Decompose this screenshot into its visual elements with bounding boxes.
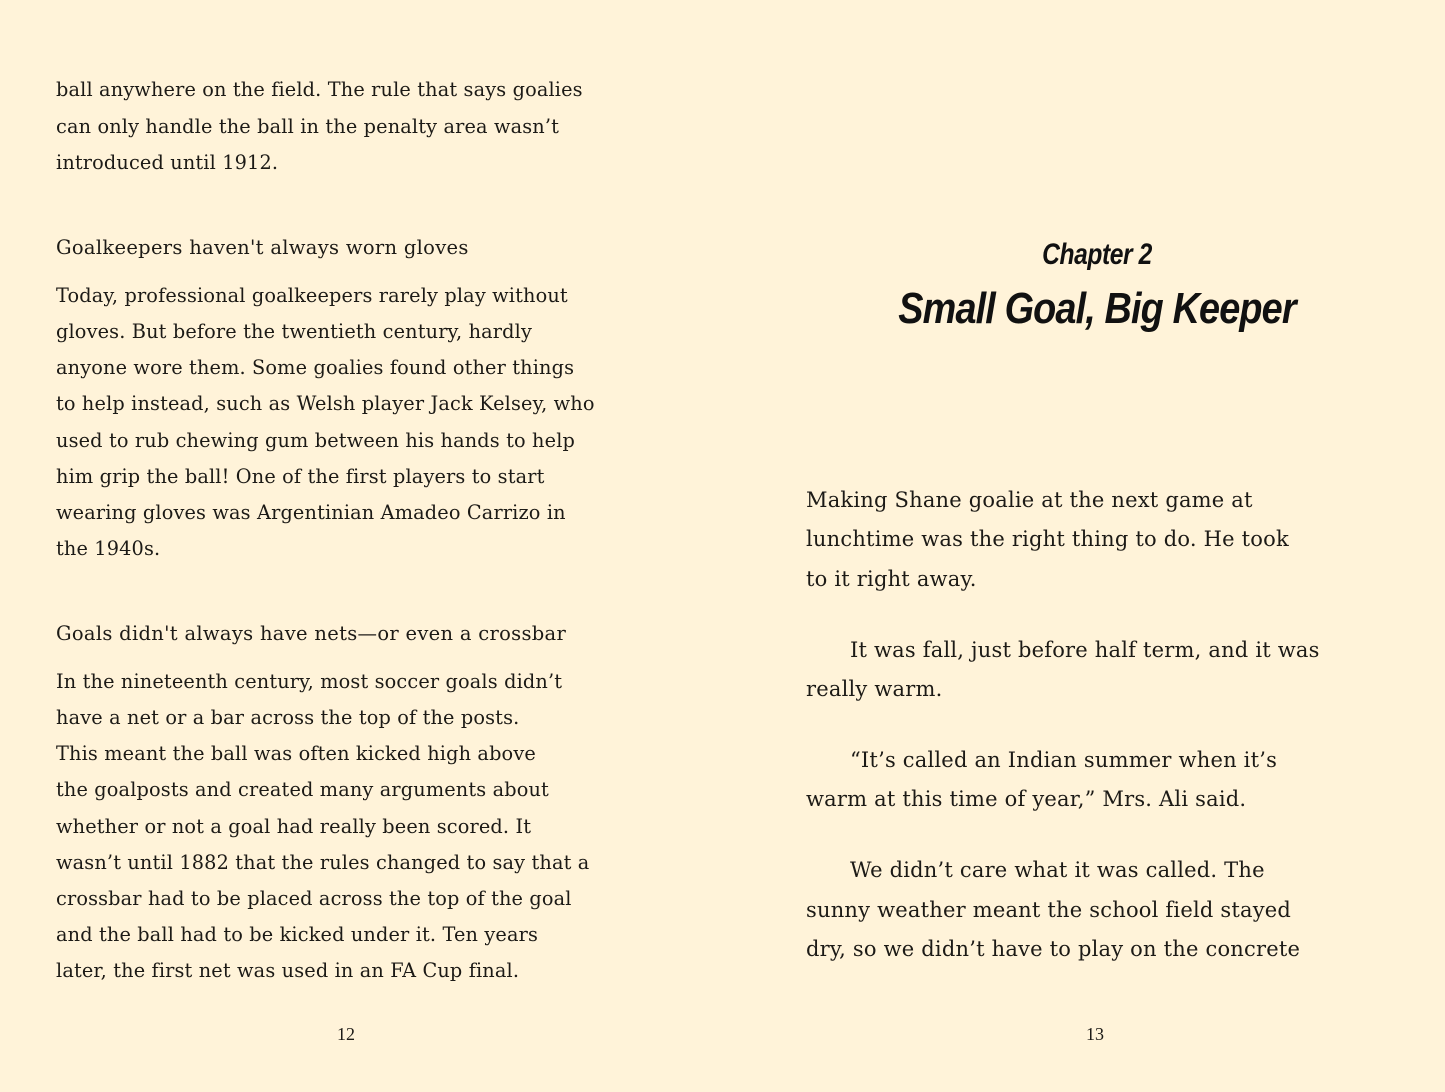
- text-line: This meant the ball was often kicked high above: [56, 742, 536, 765]
- text-line: warm at this time of year,” Mrs. Ali said.: [806, 787, 1247, 811]
- text-line: Today, professional goalkeepers rarely play without: [56, 284, 568, 307]
- text-line: really warm.: [806, 677, 943, 701]
- text-line: whether or not a goal had really been scored. It: [56, 815, 532, 838]
- page-number: 13: [1086, 1024, 1104, 1044]
- text-line: “It’s called an Indian summer when it’s: [850, 748, 1278, 772]
- text-line: lunchtime was the right thing to do. He took: [806, 527, 1289, 551]
- page-number: 12: [337, 1024, 355, 1044]
- text-line: to help instead, such as Welsh player Jack Kelsey, who: [56, 392, 595, 415]
- text-line: anyone wore them. Some goalies found other things: [56, 356, 575, 379]
- text-line: later, the first net was used in an FA Cup final.: [56, 959, 520, 982]
- text-line: We didn’t care what it was called. The: [850, 858, 1265, 882]
- text-line: can only handle the ball in the penalty area wasn’t: [56, 115, 560, 138]
- text-line: Making Shane goalie at the next game at: [806, 488, 1253, 512]
- text-line: to it right away.: [806, 567, 977, 591]
- text-line: crossbar had to be placed across the top of the goal: [56, 887, 572, 910]
- left-page: [0, 0, 722, 1092]
- text-line: wasn’t until 1882 that the rules changed to say that a: [56, 851, 590, 874]
- text-line: In the nineteenth century, most soccer goals didn’t: [56, 670, 563, 693]
- text-line: the 1940s.: [56, 537, 161, 560]
- text-line: wearing gloves was Argentinian Amadeo Carrizo in: [56, 501, 566, 524]
- text-line: used to rub chewing gum between his hands to help: [56, 429, 575, 452]
- chapter-label: Chapter 2: [1042, 238, 1152, 271]
- chapter-title: Small Goal, Big Keeper: [898, 284, 1296, 333]
- text-line: It was fall, just before half term, and it was: [850, 638, 1320, 662]
- text-line: have a net or a bar across the top of the posts.: [56, 706, 520, 729]
- text-line: him grip the ball! One of the first players to start: [56, 465, 545, 488]
- text-line: sunny weather meant the school field stayed: [806, 898, 1292, 922]
- right-page: [722, 0, 1445, 1092]
- text-line: the goalposts and created many arguments about: [56, 778, 549, 801]
- text-line: and the ball had to be kicked under it. Ten years: [56, 923, 539, 946]
- section-heading: Goalkeepers haven't always worn gloves: [56, 236, 469, 259]
- text-line: ball anywhere on the field. The rule that says goalies: [56, 78, 583, 101]
- text-line: dry, so we didn’t have to play on the concrete: [806, 937, 1301, 961]
- section-heading: Goals didn't always have nets—or even a crossbar: [56, 622, 567, 645]
- text-line: gloves. But before the twentieth century, hardly: [56, 320, 533, 343]
- text-line: introduced until 1912.: [56, 151, 279, 174]
